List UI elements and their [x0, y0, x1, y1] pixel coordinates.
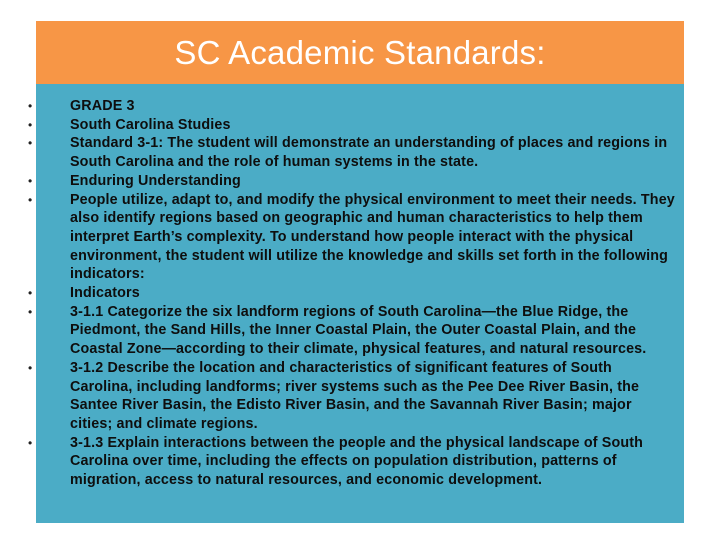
title-bar: [36, 21, 684, 84]
bullet-dot-icon: •: [28, 99, 33, 113]
bullet-item: [28, 284, 684, 303]
bullet-item: [28, 172, 684, 191]
bullet-text: 3-1.2 Describe the location and characteristics of significant features of South Carolina, including landforms; river systems such as the Pee Dee River Basin, the Santee River Basin, the Edisto River Basin, and the Savannah River Basin; major cities; and climate regions.: [70, 359, 640, 432]
bullet-item: [28, 97, 684, 116]
bullet-dot-icon: •: [28, 286, 33, 301]
bullet-item: [28, 134, 684, 171]
bullet-dot-icon: •: [28, 117, 33, 132]
bullet-text: 3-1.3 Explain interactions between the people and the physical landscape of South Carolina over time, including the effects on population distribution, patterns of migration, access to natural resources, and economic development.: [70, 434, 644, 489]
bullet-item: [28, 434, 684, 490]
bullet-dot-icon: •: [28, 192, 33, 207]
bullet-item: [28, 359, 684, 434]
bullet-text: People utilize, adapt to, and modify the physical environment to meet their needs. They also identify regions based on geographic and human characteristics to help them interpret Earth’s complexity. To understand how people interact with the physical environment, the student will utilize the knowledge and skills set forth in the following indicators:: [70, 191, 675, 283]
slide-title: SC Academic Standards:: [174, 33, 546, 71]
bullet-item: [28, 191, 684, 285]
bullet-list: [28, 97, 684, 490]
bullet-text: South Carolina Studies: [70, 116, 231, 133]
bullet-dot-icon: •: [28, 136, 33, 151]
bullet-dot-icon: •: [28, 435, 33, 450]
bullet-text: Indicators: [70, 285, 140, 302]
bullet-dot-icon: •: [28, 304, 33, 319]
bullet-dot-icon: •: [28, 173, 33, 188]
bullet-text: Standard 3-1: The student will demonstrate an understanding of places and regions in South Carolina and the role of human systems in the state.: [70, 135, 668, 171]
slide: [28, 21, 684, 523]
bullet-item: [28, 116, 684, 135]
bullet-text: GRADE 3: [70, 98, 135, 114]
bullet-text: 3-1.1 Categorize the six landform regions of South Carolina—the Blue Ridge, the Piedmont, the Sand Hills, the Inner Coastal Plain, the Outer Coastal Plain, and the Coastal Zone—according to their climate, physical features, and natural resources.: [70, 303, 647, 358]
bullet-dot-icon: •: [28, 360, 33, 375]
bullet-text: Enduring Understanding: [70, 172, 241, 189]
bullet-item: [28, 303, 684, 359]
